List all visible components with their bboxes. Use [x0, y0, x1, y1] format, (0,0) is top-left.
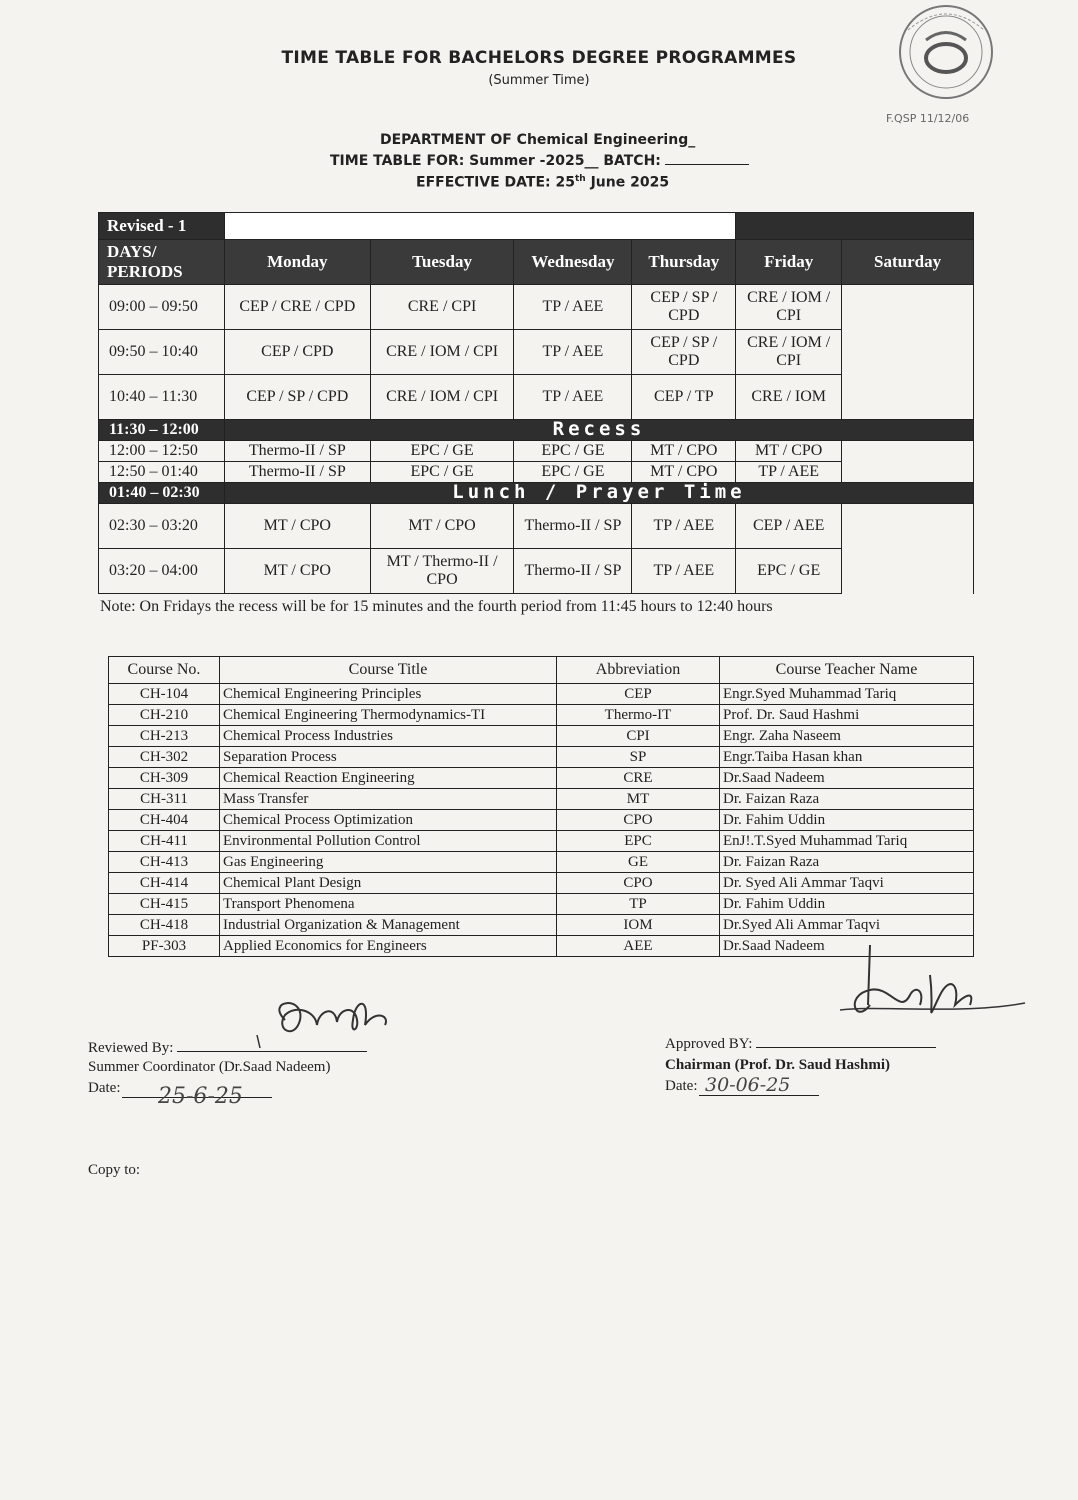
- col-course-title: Course Title: [220, 657, 557, 684]
- coordinator-signature: [255, 990, 425, 1050]
- approved-by-label: Approved BY:: [665, 1036, 753, 1052]
- course-no: CH-311: [109, 789, 220, 810]
- period-slot: 10:40 – 11:30: [99, 375, 225, 420]
- course-title: Chemical Reaction Engineering: [220, 768, 557, 789]
- timetable-row: [99, 330, 974, 375]
- chairman-signature: [840, 935, 1030, 1045]
- recess-slot: 11:30 – 12:00: [99, 420, 225, 441]
- lunch-label: Lunch / Prayer Time: [224, 483, 973, 504]
- course-abbreviation: CPO: [557, 873, 720, 894]
- course-teacher: Dr. Fahim Uddin: [720, 810, 974, 831]
- class-cell: TP / AEE: [514, 330, 632, 375]
- reviewed-date-label: Date:: [88, 1080, 121, 1096]
- day-tuesday: Tuesday: [370, 240, 514, 285]
- class-cell: Thermo-II / SP: [224, 462, 370, 483]
- revision-fill: [736, 213, 974, 240]
- course-teacher: Dr.Saad Nadeem: [720, 768, 974, 789]
- course-teacher: EnJ!.T.Syed Muhammad Tariq: [720, 831, 974, 852]
- course-teacher: Dr. Faizan Raza: [720, 789, 974, 810]
- course-teacher: Dr.Syed Ali Ammar Taqvi: [720, 915, 974, 936]
- course-title: Transport Phenomena: [220, 894, 557, 915]
- approved-date-handwritten: 30-06-25: [705, 1074, 791, 1096]
- class-cell: CEP / CPD: [224, 330, 370, 375]
- reference-code: F.QSP 11/12/06: [886, 112, 970, 125]
- timetable-row: [99, 549, 974, 594]
- recess-band: [99, 420, 974, 441]
- copy-to-label: Copy to:: [88, 1162, 141, 1178]
- course-title: Chemical Engineering Principles: [220, 684, 557, 705]
- timetable-for-line: [330, 153, 749, 169]
- effective-date-suffix: June 2025: [585, 174, 670, 191]
- timetable-row: [99, 441, 974, 462]
- class-cell: MT / CPO: [224, 549, 370, 594]
- course-abbreviation: MT: [557, 789, 720, 810]
- course-row: [109, 726, 974, 747]
- class-cell: TP / AEE: [632, 549, 736, 594]
- course-no: CH-415: [109, 894, 220, 915]
- course-abbreviation: CRE: [557, 768, 720, 789]
- approved-by-blank: [756, 1047, 936, 1048]
- period-slot: 12:00 – 12:50: [99, 441, 225, 462]
- timetable-row: [99, 504, 974, 549]
- class-cell: CRE / IOM / CPI: [736, 285, 842, 330]
- class-cell: CEP / SP / CPD: [224, 375, 370, 420]
- course-title: Environmental Pollution Control: [220, 831, 557, 852]
- course-title: Chemical Engineering Thermodynamics-TI: [220, 705, 557, 726]
- saturday-empty: [842, 504, 974, 549]
- timetable-row: [99, 462, 974, 483]
- saturday-empty: [842, 330, 974, 375]
- course-title: Industrial Organization & Management: [220, 915, 557, 936]
- batch-blank: [665, 154, 749, 165]
- class-cell: CRE / IOM: [736, 375, 842, 420]
- lunch-band: [99, 483, 974, 504]
- day-monday: Monday: [224, 240, 370, 285]
- lunch-slot: 01:40 – 02:30: [99, 483, 225, 504]
- course-teacher: Engr.Syed Muhammad Tariq: [720, 684, 974, 705]
- class-cell: EPC / GE: [514, 462, 632, 483]
- course-abbreviation: IOM: [557, 915, 720, 936]
- day-header-row: [99, 240, 974, 285]
- course-row: [109, 894, 974, 915]
- class-cell: TP / AEE: [632, 504, 736, 549]
- period-slot: 09:50 – 10:40: [99, 330, 225, 375]
- course-rows: [109, 684, 974, 957]
- course-abbreviation: SP: [557, 747, 720, 768]
- recess-label: Recess: [224, 420, 973, 441]
- course-title: Chemical Plant Design: [220, 873, 557, 894]
- coordinator-line: Summer Coordinator (Dr.Saad Nadeem): [88, 1059, 331, 1075]
- day-thursday: Thursday: [632, 240, 736, 285]
- course-abbreviation: EPC: [557, 831, 720, 852]
- class-cell: TP / AEE: [514, 285, 632, 330]
- course-abbreviation: AEE: [557, 936, 720, 957]
- class-cell: MT / CPO: [632, 462, 736, 483]
- timetable-grid: [98, 212, 974, 594]
- course-teacher: Dr. Syed Ali Ammar Taqvi: [720, 873, 974, 894]
- class-cell: CEP / TP: [632, 375, 736, 420]
- class-cell: CEP / SP / CPD: [632, 285, 736, 330]
- course-teacher: Engr. Zaha Naseem: [720, 726, 974, 747]
- class-cell: CEP / AEE: [736, 504, 842, 549]
- course-title: Separation Process: [220, 747, 557, 768]
- university-seal-icon: [878, 0, 1008, 110]
- course-teacher: Dr.Saad Nadeem: [720, 936, 974, 957]
- class-cell: CRE / IOM / CPI: [736, 330, 842, 375]
- course-row: [109, 810, 974, 831]
- col-course-no: Course No.: [109, 657, 220, 684]
- reviewed-date-handwritten: 25-6-25: [158, 1084, 243, 1109]
- course-abbreviation: CPI: [557, 726, 720, 747]
- class-cell: MT / Thermo-II / CPO: [370, 549, 514, 594]
- course-row: [109, 684, 974, 705]
- course-row: [109, 873, 974, 894]
- department-line: DEPARTMENT OF Chemical Engineering_: [380, 132, 696, 148]
- reviewed-by-blank: [177, 1051, 367, 1052]
- course-title: Mass Transfer: [220, 789, 557, 810]
- class-cell: TP / AEE: [514, 375, 632, 420]
- timetable-row: [99, 285, 974, 330]
- course-teacher: Dr. Fahim Uddin: [720, 894, 974, 915]
- class-cell: CRE / IOM / CPI: [370, 330, 514, 375]
- course-abbreviation: CEP: [557, 684, 720, 705]
- period-slot: 12:50 – 01:40: [99, 462, 225, 483]
- course-row: [109, 747, 974, 768]
- class-cell: Thermo-II / SP: [224, 441, 370, 462]
- approved-date-label: Date:: [665, 1078, 698, 1094]
- document-title: TIME TABLE FOR BACHELORS DEGREE PROGRAMMES: [281, 48, 797, 68]
- period-slot: 03:20 – 04:00: [99, 549, 225, 594]
- course-title: Applied Economics for Engineers: [220, 936, 557, 957]
- document-subtitle: (Summer Time): [488, 73, 590, 88]
- course-no: CH-104: [109, 684, 220, 705]
- effective-date-sup: th: [575, 174, 586, 184]
- class-cell: MT / CPO: [370, 504, 514, 549]
- course-no: CH-418: [109, 915, 220, 936]
- course-header-row: [109, 657, 974, 684]
- course-no: PF-303: [109, 936, 220, 957]
- class-cell: CEP / CRE / CPD: [224, 285, 370, 330]
- effective-date-prefix: EFFECTIVE DATE: 25: [416, 174, 575, 191]
- course-no: CH-413: [109, 852, 220, 873]
- chairman-line: Chairman (Prof. Dr. Saud Hashmi): [665, 1057, 891, 1073]
- days-periods-label: DAYS/ PERIODS: [99, 240, 225, 285]
- revision-label: Revised - 1: [99, 213, 225, 240]
- course-row: [109, 789, 974, 810]
- class-cell: EPC / GE: [736, 549, 842, 594]
- course-no: CH-210: [109, 705, 220, 726]
- col-teacher-name: Course Teacher Name: [720, 657, 974, 684]
- revision-row: [99, 213, 974, 240]
- course-teacher: Engr.Taiba Hasan khan: [720, 747, 974, 768]
- saturday-empty: [842, 462, 974, 483]
- course-abbreviation: GE: [557, 852, 720, 873]
- day-wednesday: Wednesday: [514, 240, 632, 285]
- course-abbreviation: Thermo-IT: [557, 705, 720, 726]
- revision-blank: [224, 213, 735, 240]
- saturday-empty: [842, 441, 974, 462]
- timetable-for-text: TIME TABLE FOR: Summer -2025__ BATCH:: [330, 153, 661, 169]
- class-cell: CRE / IOM / CPI: [370, 375, 514, 420]
- course-row: [109, 705, 974, 726]
- class-cell: EPC / GE: [370, 462, 514, 483]
- course-abbreviation: CPO: [557, 810, 720, 831]
- friday-note: Note: On Fridays the recess will be for 15 minutes and the fourth period from 11:45 hours to 12:40 hours: [100, 598, 773, 615]
- course-title: Gas Engineering: [220, 852, 557, 873]
- period-slot: 02:30 – 03:20: [99, 504, 225, 549]
- course-title: Chemical Process Optimization: [220, 810, 557, 831]
- class-cell: MT / CPO: [224, 504, 370, 549]
- class-cell: CRE / CPI: [370, 285, 514, 330]
- class-cell: TP / AEE: [736, 462, 842, 483]
- course-no: CH-414: [109, 873, 220, 894]
- course-row: [109, 915, 974, 936]
- class-cell: CEP / SP / CPD: [632, 330, 736, 375]
- course-row: [109, 831, 974, 852]
- class-cell: EPC / GE: [370, 441, 514, 462]
- class-cell: EPC / GE: [514, 441, 632, 462]
- timetable-row: [99, 375, 974, 420]
- day-saturday: Saturday: [842, 240, 974, 285]
- effective-date-line: [416, 174, 669, 191]
- day-friday: Friday: [736, 240, 842, 285]
- course-abbreviation: TP: [557, 894, 720, 915]
- course-title: Chemical Process Industries: [220, 726, 557, 747]
- period-slot: 09:00 – 09:50: [99, 285, 225, 330]
- saturday-empty: [842, 285, 974, 330]
- reviewed-by-label: Reviewed By:: [88, 1040, 174, 1056]
- course-row: [109, 852, 974, 873]
- class-cell: MT / CPO: [736, 441, 842, 462]
- course-no: CH-309: [109, 768, 220, 789]
- course-teacher: Dr. Faizan Raza: [720, 852, 974, 873]
- class-cell: MT / CPO: [632, 441, 736, 462]
- course-no: CH-411: [109, 831, 220, 852]
- class-cell: Thermo-II / SP: [514, 504, 632, 549]
- saturday-empty: [842, 375, 974, 420]
- course-table: [108, 656, 974, 957]
- saturday-empty: [842, 549, 974, 594]
- class-cell: Thermo-II / SP: [514, 549, 632, 594]
- course-no: CH-213: [109, 726, 220, 747]
- col-abbreviation: Abbreviation: [557, 657, 720, 684]
- course-no: CH-302: [109, 747, 220, 768]
- course-no: CH-404: [109, 810, 220, 831]
- course-teacher: Prof. Dr. Saud Hashmi: [720, 705, 974, 726]
- course-row: [109, 768, 974, 789]
